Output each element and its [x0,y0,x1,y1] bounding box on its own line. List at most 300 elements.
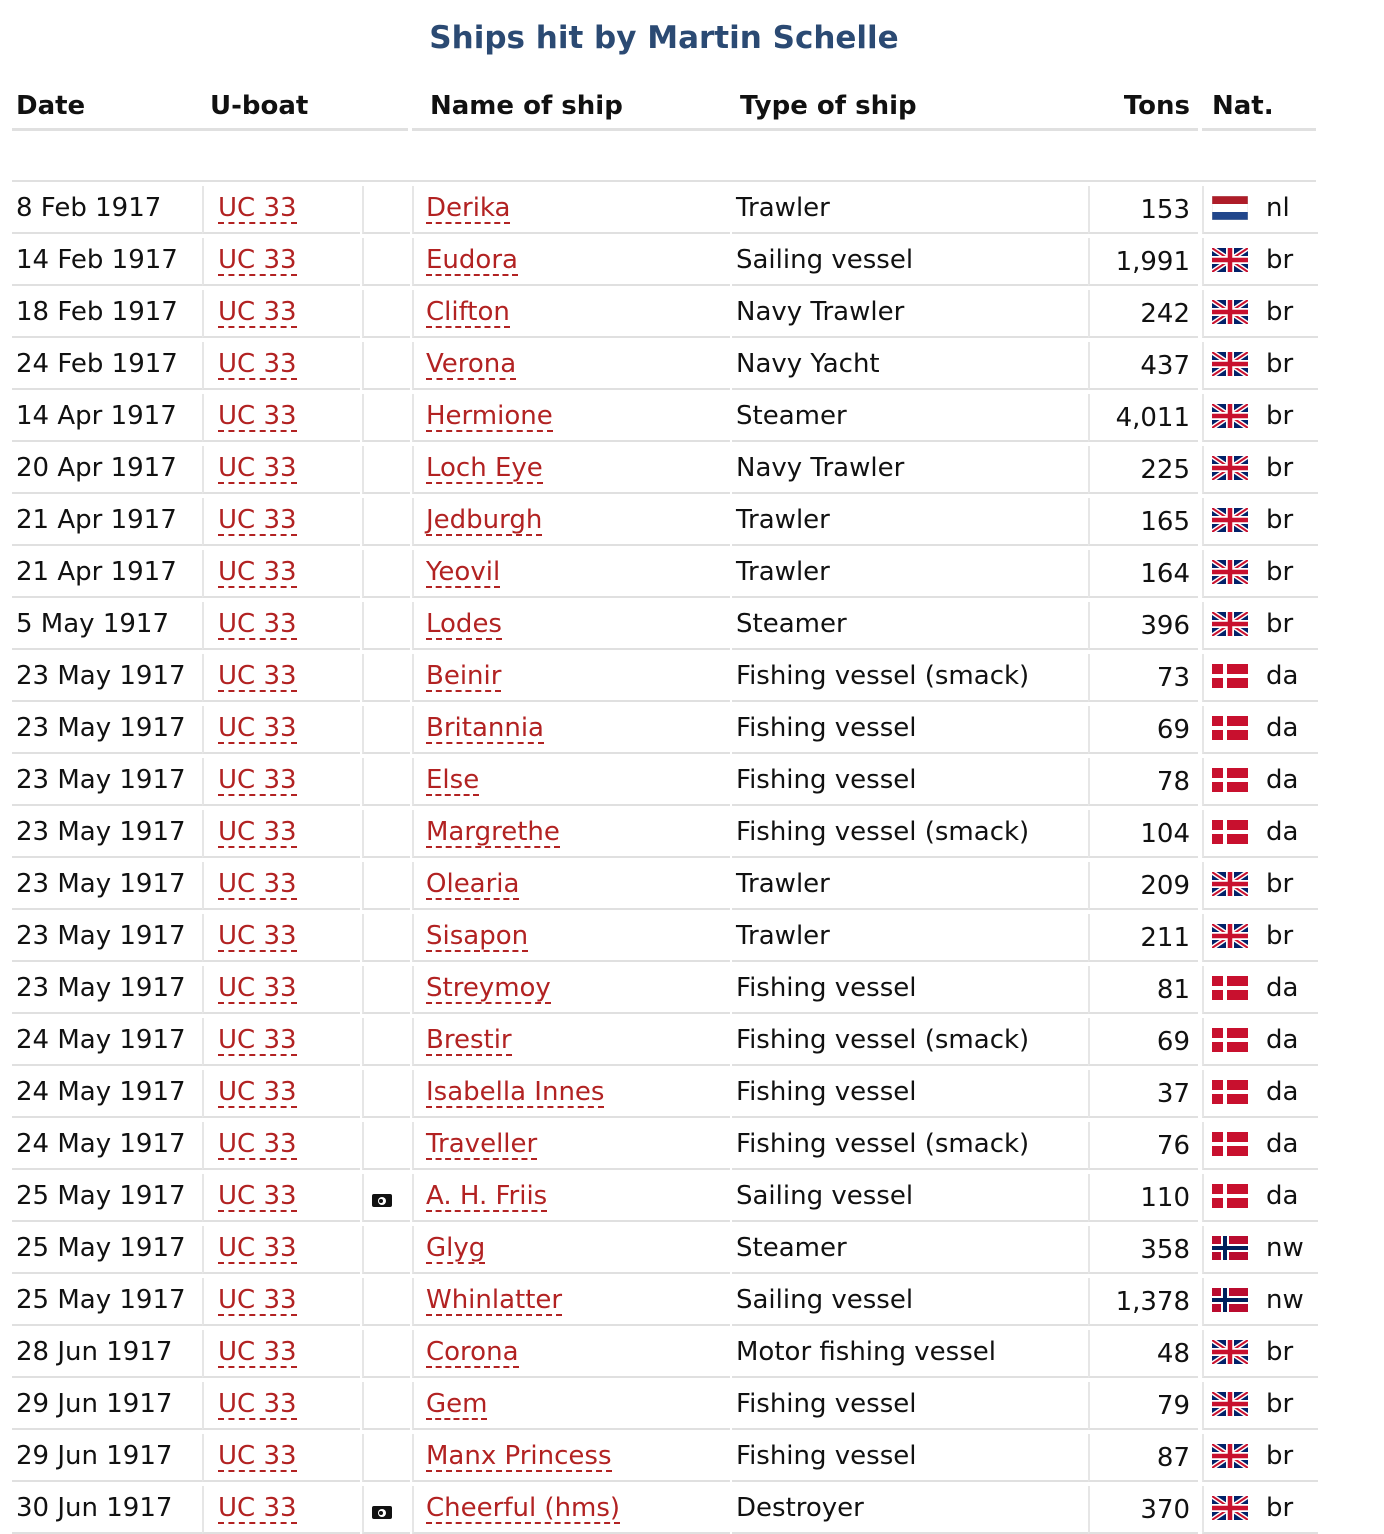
date-cell: 23 May 1917 [12,654,202,702]
table-row [12,806,1316,858]
ship-name-link[interactable]: Else [426,765,480,795]
united-kingdom-flag-icon [1212,1340,1248,1364]
tons-cell: 164 [1088,550,1198,598]
name-cell [412,1382,730,1430]
table-row [12,390,1316,442]
name-cell [412,1122,730,1170]
date-cell: 23 May 1917 [12,706,202,754]
nationality-code: br [1266,505,1294,535]
uboat-link[interactable]: UC 33 [218,1181,297,1211]
header-spacer [12,130,1316,182]
uboat-link[interactable]: UC 33 [218,921,297,951]
name-cell [412,914,730,962]
name-cell [412,1226,730,1274]
date-cell: 14 Apr 1917 [12,394,202,442]
date-cell: 25 May 1917 [12,1226,202,1274]
photo-cell [362,706,410,754]
name-cell [412,1174,730,1222]
uboat-cell [202,1122,360,1170]
name-cell [412,966,730,1014]
denmark-flag-icon [1212,716,1248,740]
type-cell: Trawler [732,186,1088,234]
ship-name-link[interactable]: Hermione [426,401,553,431]
tons-cell: 76 [1088,1122,1198,1170]
ship-name-link[interactable]: Glyg [426,1233,486,1263]
ship-name-link[interactable]: Loch Eye [426,453,543,483]
date-cell: 28 Jun 1917 [12,1330,202,1378]
table-header [12,78,1316,130]
uboat-cell [202,862,360,910]
nat-cell [1202,394,1318,442]
header-type: Type of ship [732,78,1092,131]
type-cell: Sailing vessel [732,238,1088,286]
ship-name-link[interactable]: Verona [426,349,517,379]
table-row [12,598,1316,650]
table-row [12,650,1316,702]
nationality-code: da [1266,1181,1299,1211]
tons-cell: 4,011 [1088,394,1198,442]
table-row [12,1066,1316,1118]
name-cell [412,1278,730,1326]
uboat-link[interactable]: UC 33 [218,401,297,431]
table-row [12,234,1316,286]
uboat-cell [202,706,360,754]
photo-cell [362,758,410,806]
nat-cell [1202,1070,1318,1118]
type-cell: Trawler [732,550,1088,598]
nationality-code: da [1266,765,1299,795]
nationality-code: nw [1266,1285,1304,1315]
type-cell: Fishing vessel [732,758,1088,806]
header-nat: Nat. [1202,78,1316,131]
nat-cell [1202,186,1318,234]
date-cell: 30 Jun 1917 [12,1486,202,1534]
uboat-cell [202,1434,360,1482]
table-row [12,858,1316,910]
photo-cell [362,1226,410,1274]
photo-cell [362,498,410,546]
type-cell: Sailing vessel [732,1174,1088,1222]
nationality-code: da [1266,973,1299,1003]
denmark-flag-icon [1212,1132,1248,1156]
ship-name-link[interactable]: Lodes [426,609,502,639]
type-cell: Steamer [732,394,1088,442]
photo-cell [362,342,410,390]
tons-cell: 242 [1088,290,1198,338]
uboat-link[interactable]: UC 33 [218,1129,297,1159]
uboat-cell [202,394,360,442]
nationality-code: br [1266,921,1294,951]
name-cell [412,498,730,546]
ship-name-link[interactable]: Gem [426,1389,488,1419]
type-cell: Steamer [732,1226,1088,1274]
ship-name-link[interactable]: Traveller [426,1129,538,1159]
date-cell: 25 May 1917 [12,1278,202,1326]
uboat-cell [202,186,360,234]
uboat-link[interactable]: UC 33 [218,713,297,743]
ship-name-link[interactable]: Corona [426,1337,519,1367]
uboat-cell [202,1018,360,1066]
nat-cell [1202,914,1318,962]
ship-name-link[interactable]: Cheerful (hms) [426,1493,621,1523]
header-uboat: U-boat [202,78,366,131]
photo-cell [362,238,410,286]
photo-cell [362,966,410,1014]
photo-cell [362,1278,410,1326]
nat-cell [1202,290,1318,338]
nat-cell [1202,1486,1318,1534]
table-row [12,1378,1316,1430]
ship-name-link[interactable]: Eudora [426,245,518,275]
tons-cell: 110 [1088,1174,1198,1222]
name-cell [412,758,730,806]
table-row [12,1118,1316,1170]
united-kingdom-flag-icon [1212,1444,1248,1468]
uboat-cell [202,1330,360,1378]
ship-name-link[interactable]: Olearia [426,869,520,899]
nat-cell [1202,342,1318,390]
denmark-flag-icon [1212,1028,1248,1052]
nat-cell [1202,654,1318,702]
uboat-link[interactable]: UC 33 [218,1233,297,1263]
table-row [12,1482,1316,1534]
ship-name-link[interactable]: Isabella Innes [426,1077,605,1107]
uboat-link[interactable]: UC 33 [218,245,297,275]
table-row [12,286,1316,338]
denmark-flag-icon [1212,820,1248,844]
nationality-code: br [1266,297,1294,327]
united-kingdom-flag-icon [1212,1392,1248,1416]
uboat-cell [202,1070,360,1118]
tons-cell: 37 [1088,1070,1198,1118]
uboat-cell [202,1226,360,1274]
header-photo [362,78,408,131]
uboat-link[interactable]: UC 33 [218,193,297,223]
uboat-cell [202,1174,360,1222]
date-cell: 29 Jun 1917 [12,1434,202,1482]
photo-cell [362,810,410,858]
table-row [12,702,1316,754]
nationality-code: br [1266,557,1294,587]
table-row [12,1326,1316,1378]
type-cell: Trawler [732,914,1088,962]
photo-cell [362,1070,410,1118]
uboat-cell [202,550,360,598]
nationality-code: br [1266,401,1294,431]
name-cell [412,238,730,286]
name-cell [412,810,730,858]
tons-cell: 396 [1088,602,1198,650]
nat-cell [1202,1174,1318,1222]
united-kingdom-flag-icon [1212,924,1248,948]
nat-cell [1202,550,1318,598]
tons-cell: 69 [1088,1018,1198,1066]
photo-cell [362,1122,410,1170]
denmark-flag-icon [1212,976,1248,1000]
name-cell [412,550,730,598]
nationality-code: da [1266,713,1299,743]
uboat-cell [202,758,360,806]
camera-icon[interactable] [372,1194,392,1207]
united-kingdom-flag-icon [1212,508,1248,532]
name-cell [412,342,730,390]
nat-cell [1202,1330,1318,1378]
tons-cell: 437 [1088,342,1198,390]
date-cell: 8 Feb 1917 [12,186,202,234]
uboat-link[interactable]: UC 33 [218,297,297,327]
camera-icon[interactable] [372,1506,392,1519]
tons-cell: 358 [1088,1226,1198,1274]
united-kingdom-flag-icon [1212,872,1248,896]
ship-name-link[interactable]: Beinir [426,661,502,691]
name-cell [412,1018,730,1066]
nat-cell [1202,1226,1318,1274]
name-cell [412,654,730,702]
name-cell [412,1434,730,1482]
type-cell: Motor fishing vessel [732,1330,1088,1378]
type-cell: Fishing vessel [732,706,1088,754]
uboat-cell [202,290,360,338]
photo-cell [362,1434,410,1482]
table-row [12,494,1316,546]
nationality-code: da [1266,817,1299,847]
tons-cell: 87 [1088,1434,1198,1482]
ship-name-link[interactable]: A. H. Friis [426,1181,548,1211]
uboat-cell [202,914,360,962]
uboat-link[interactable]: UC 33 [218,349,297,379]
ship-name-link[interactable]: Margrethe [426,817,560,847]
uboat-cell [202,498,360,546]
name-cell [412,290,730,338]
norway-flag-icon [1212,1288,1248,1312]
denmark-flag-icon [1212,1184,1248,1208]
uboat-link[interactable]: UC 33 [218,817,297,847]
type-cell: Destroyer [732,1486,1088,1534]
type-cell: Steamer [732,602,1088,650]
uboat-link[interactable]: UC 33 [218,1025,297,1055]
name-cell [412,1486,730,1534]
tons-cell: 73 [1088,654,1198,702]
nat-cell [1202,1278,1318,1326]
ships-table [12,78,1316,1534]
nat-cell [1202,1018,1318,1066]
photo-cell [362,290,410,338]
page-title: Ships hit by Martin Schelle [429,20,899,56]
ship-name-link[interactable]: Streymoy [426,973,551,1003]
tons-cell: 370 [1088,1486,1198,1534]
type-cell: Fishing vessel [732,966,1088,1014]
photo-cell [362,1330,410,1378]
uboat-cell [202,1486,360,1534]
ship-name-link[interactable]: Derika [426,193,511,223]
name-cell [412,394,730,442]
nationality-code: br [1266,609,1294,639]
tons-cell: 48 [1088,1330,1198,1378]
nat-cell [1202,1382,1318,1430]
table-row [12,1014,1316,1066]
nationality-code: br [1266,1389,1294,1419]
date-cell: 21 Apr 1917 [12,550,202,598]
type-cell: Navy Trawler [732,290,1088,338]
type-cell: Trawler [732,498,1088,546]
date-cell: 23 May 1917 [12,862,202,910]
nat-cell [1202,706,1318,754]
name-cell [412,862,730,910]
uboat-cell [202,342,360,390]
type-cell: Fishing vessel (smack) [732,810,1088,858]
photo-cell [362,446,410,494]
date-cell: 24 May 1917 [12,1018,202,1066]
header-date: Date [12,78,202,131]
nationality-code: da [1266,661,1299,691]
type-cell: Fishing vessel [732,1382,1088,1430]
nationality-code: br [1266,453,1294,483]
photo-cell [362,654,410,702]
uboat-link[interactable]: UC 33 [218,1077,297,1107]
tons-cell: 69 [1088,706,1198,754]
table-row [12,1430,1316,1482]
table-row [12,1222,1316,1274]
denmark-flag-icon [1212,664,1248,688]
ship-name-link[interactable]: Manx Princess [426,1441,612,1471]
photo-cell [362,1382,410,1430]
nationality-code: da [1266,1129,1299,1159]
date-cell: 20 Apr 1917 [12,446,202,494]
uboat-cell [202,446,360,494]
nationality-code: da [1266,1025,1299,1055]
photo-cell [362,1174,410,1222]
type-cell: Fishing vessel [732,1434,1088,1482]
ship-name-link[interactable]: Brestir [426,1025,512,1055]
ship-name-link[interactable]: Jedburgh [426,505,543,535]
nat-cell [1202,1434,1318,1482]
ship-name-link[interactable]: Yeovil [426,557,501,587]
uboat-link[interactable]: UC 33 [218,1285,297,1315]
date-cell: 23 May 1917 [12,758,202,806]
table-row [12,442,1316,494]
uboat-link[interactable]: UC 33 [218,661,297,691]
table-row [12,182,1316,234]
date-cell: 24 May 1917 [12,1070,202,1118]
name-cell [412,706,730,754]
tons-cell: 165 [1088,498,1198,546]
date-cell: 23 May 1917 [12,966,202,1014]
date-cell: 18 Feb 1917 [12,290,202,338]
date-cell: 23 May 1917 [12,914,202,962]
tons-cell: 225 [1088,446,1198,494]
uboat-link[interactable]: UC 33 [218,1389,297,1419]
tons-cell: 211 [1088,914,1198,962]
uboat-link[interactable]: UC 33 [218,453,297,483]
united-kingdom-flag-icon [1212,612,1248,636]
table-body [12,182,1316,1534]
type-cell: Sailing vessel [732,1278,1088,1326]
tons-cell: 1,991 [1088,238,1198,286]
table-row [12,546,1316,598]
table-row [12,754,1316,806]
ship-name-link[interactable]: Clifton [426,297,510,327]
denmark-flag-icon [1212,768,1248,792]
nationality-code: br [1266,245,1294,275]
header-name: Name of ship [412,78,746,131]
name-cell [412,446,730,494]
united-kingdom-flag-icon [1212,560,1248,584]
tons-cell: 209 [1088,862,1198,910]
uboat-link[interactable]: UC 33 [218,765,297,795]
uboat-link[interactable]: UC 33 [218,1441,297,1471]
type-cell: Fishing vessel [732,1070,1088,1118]
name-cell [412,186,730,234]
name-cell [412,1330,730,1378]
photo-cell [362,1486,410,1534]
type-cell: Trawler [732,862,1088,910]
nationality-code: br [1266,349,1294,379]
nationality-code: da [1266,1077,1299,1107]
uboat-link[interactable]: UC 33 [218,973,297,1003]
ship-name-link[interactable]: Whinlatter [426,1285,563,1315]
date-cell: 29 Jun 1917 [12,1382,202,1430]
table-row [12,1170,1316,1222]
uboat-link[interactable]: UC 33 [218,609,297,639]
nationality-code: br [1266,1493,1294,1523]
nat-cell [1202,966,1318,1014]
table-row [12,962,1316,1014]
nat-cell [1202,810,1318,858]
ship-name-link[interactable]: Sisapon [426,921,529,951]
type-cell: Fishing vessel (smack) [732,1018,1088,1066]
uboat-cell [202,654,360,702]
uboat-link[interactable]: UC 33 [218,869,297,899]
denmark-flag-icon [1212,1080,1248,1104]
nat-cell [1202,238,1318,286]
table-row [12,910,1316,962]
tons-cell: 81 [1088,966,1198,1014]
uboat-cell [202,238,360,286]
date-cell: 25 May 1917 [12,1174,202,1222]
tons-cell: 79 [1088,1382,1198,1430]
ship-name-link[interactable]: Britannia [426,713,544,743]
uboat-cell [202,1382,360,1430]
date-cell: 14 Feb 1917 [12,238,202,286]
date-cell: 21 Apr 1917 [12,498,202,546]
photo-cell [362,1018,410,1066]
nat-cell [1202,758,1318,806]
uboat-cell [202,810,360,858]
nat-cell [1202,446,1318,494]
type-cell: Fishing vessel (smack) [732,654,1088,702]
united-kingdom-flag-icon [1212,456,1248,480]
united-kingdom-flag-icon [1212,248,1248,272]
nat-cell [1202,1122,1318,1170]
uboat-cell [202,966,360,1014]
tons-cell: 1,378 [1088,1278,1198,1326]
nat-cell [1202,498,1318,546]
type-cell: Navy Yacht [732,342,1088,390]
uboat-link[interactable]: UC 33 [218,1337,297,1367]
united-kingdom-flag-icon [1212,1496,1248,1520]
uboat-link[interactable]: UC 33 [218,505,297,535]
table-row [12,338,1316,390]
name-cell [412,602,730,650]
united-kingdom-flag-icon [1212,404,1248,428]
photo-cell [362,186,410,234]
uboat-link[interactable]: UC 33 [218,1493,297,1523]
uboat-link[interactable]: UC 33 [218,557,297,587]
norway-flag-icon [1212,1236,1248,1260]
photo-cell [362,602,410,650]
tons-cell: 78 [1088,758,1198,806]
uboat-cell [202,1278,360,1326]
